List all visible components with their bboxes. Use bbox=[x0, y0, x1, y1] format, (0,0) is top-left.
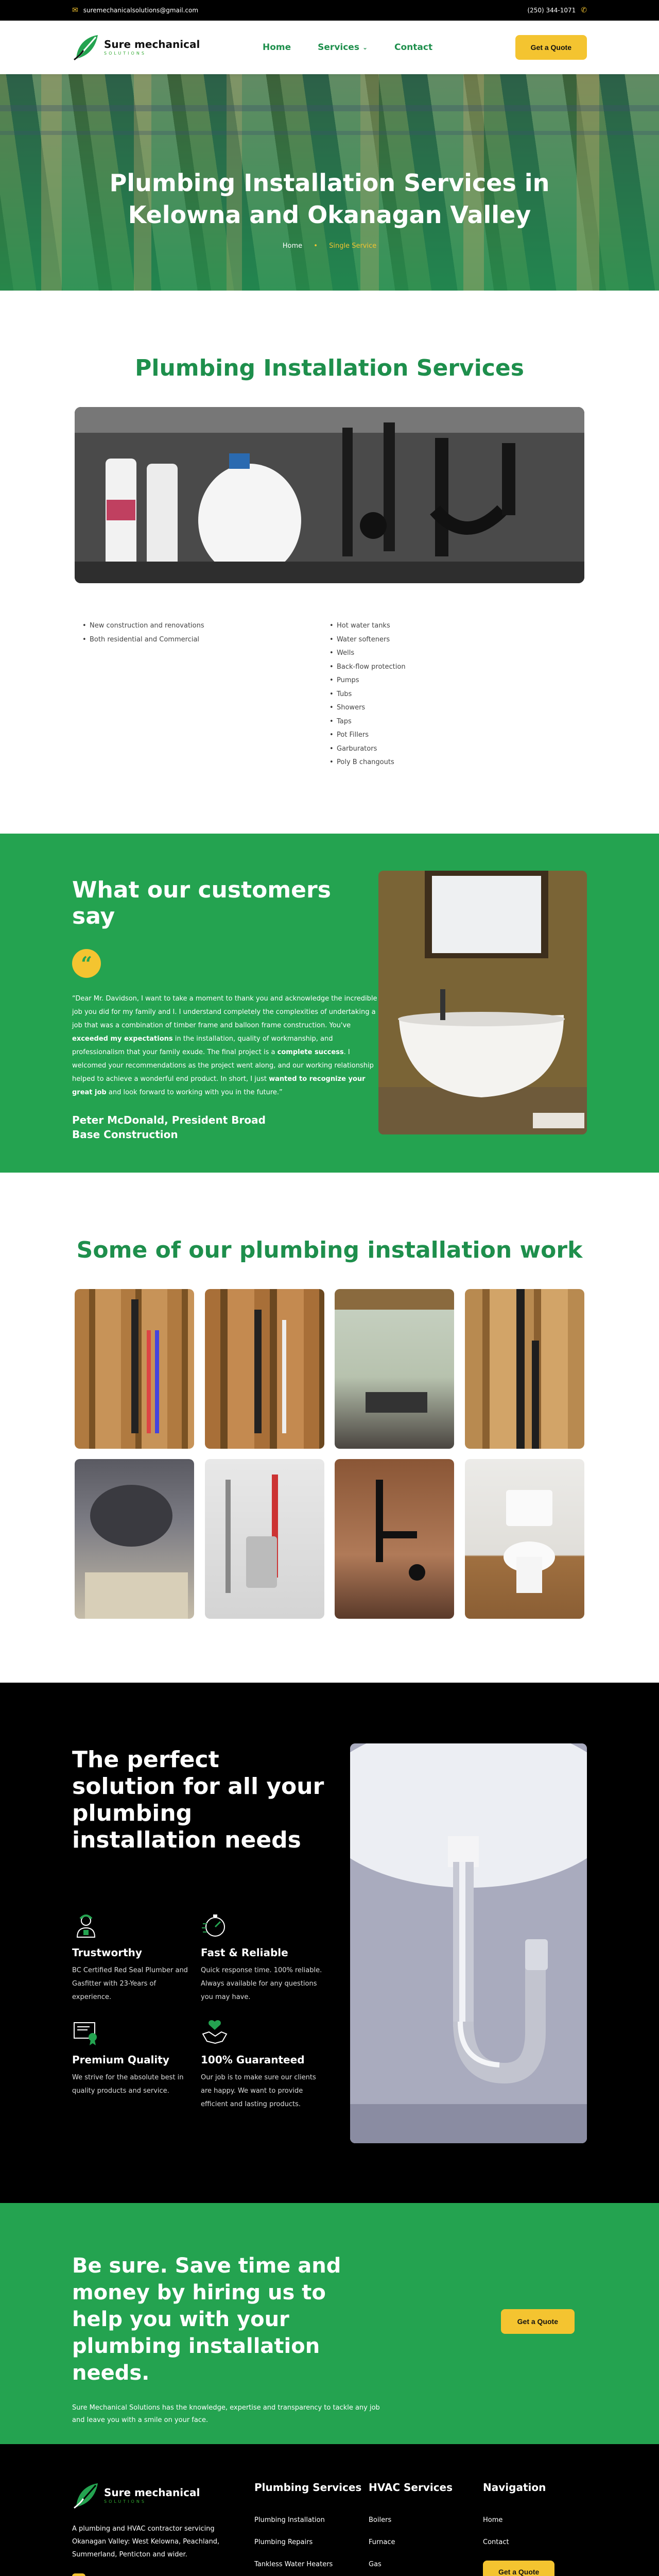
handshake-icon bbox=[201, 2019, 229, 2046]
testimonial-text-bold: complete success bbox=[277, 1048, 344, 1056]
testimonial-author: Peter McDonald, President Broad Base Construction bbox=[72, 1114, 266, 1141]
footer-logo-name: Sure mechanical bbox=[104, 2486, 200, 2499]
nav-services-label: Services bbox=[318, 42, 359, 53]
quote-icon: “ bbox=[72, 949, 101, 978]
gallery-image[interactable] bbox=[205, 1289, 324, 1449]
logo-leaf-icon bbox=[72, 33, 101, 62]
footer-hvac-column bbox=[369, 2481, 483, 2576]
nav-contact[interactable] bbox=[394, 42, 432, 53]
gallery-title: Some of our plumbing installation work bbox=[76, 1237, 583, 1263]
phone-icon: ✆ bbox=[581, 6, 587, 14]
testimonial-title: What our customers say bbox=[72, 877, 331, 929]
logo[interactable] bbox=[72, 33, 242, 62]
services-lists bbox=[82, 619, 577, 770]
services-list-left bbox=[82, 619, 330, 770]
feature-premium-quality bbox=[72, 2019, 196, 2111]
list-item: • Pot Fillers bbox=[330, 728, 577, 742]
footer-link[interactable]: Home bbox=[483, 2516, 503, 2524]
topbar-phone-text: (250) 344-1071 bbox=[527, 7, 576, 14]
topbar-email[interactable] bbox=[72, 6, 198, 14]
footer-col-title: Plumbing Services bbox=[254, 2481, 362, 2494]
toilet-image bbox=[465, 1459, 584, 1619]
list-item: • Back-flow protection bbox=[330, 660, 577, 674]
chrome-p-trap-image bbox=[350, 1743, 587, 2143]
mail-icon: ✉ bbox=[72, 6, 78, 14]
gallery-grid bbox=[75, 1289, 584, 1619]
testimonial-text bbox=[72, 992, 378, 1099]
feature-trustworthy bbox=[72, 1911, 196, 2004]
list-item: • Poly B changouts bbox=[330, 756, 577, 770]
footer-link[interactable]: Tankless Water Heaters bbox=[254, 2561, 333, 2568]
breadcrumb-home[interactable]: Home bbox=[282, 242, 303, 250]
bathtub-image bbox=[378, 871, 587, 1134]
list-item: • Hot water tanks bbox=[330, 619, 577, 633]
testimonial-text-bold: exceeded my expectations bbox=[72, 1035, 173, 1043]
feature-title: 100% Guaranteed bbox=[201, 2054, 305, 2066]
feature-text: Our job is to make sure our clients are happy. We want to provide efficient and lasting products. bbox=[201, 2074, 316, 2108]
features-grid bbox=[72, 1911, 330, 2111]
services-list-right bbox=[330, 619, 577, 770]
footer-address-text bbox=[95, 2573, 208, 2576]
services-section bbox=[0, 291, 659, 834]
footer-get-quote-button[interactable]: Get a Quote bbox=[483, 2561, 554, 2576]
list-item: • Taps bbox=[330, 715, 577, 729]
gallery-image[interactable] bbox=[205, 1459, 324, 1619]
breadcrumb bbox=[0, 242, 659, 250]
cta-get-quote-button[interactable]: Get a Quote bbox=[501, 2309, 575, 2334]
topbar bbox=[0, 0, 659, 21]
footer-plumbing-column bbox=[254, 2481, 369, 2576]
footer-logo-tagline: SOLUTIONS bbox=[104, 2499, 146, 2504]
logo-leaf-icon bbox=[72, 2481, 101, 2510]
p-trap-photo bbox=[350, 1743, 587, 2143]
drain-pipes-image bbox=[465, 1289, 584, 1449]
cta-title: Be sure. Save time and money by hiring us to help you with your plumbing installation needs. bbox=[72, 2254, 341, 2385]
gallery-image[interactable] bbox=[335, 1459, 454, 1619]
nav-home-label: Home bbox=[263, 42, 291, 53]
feature-text: We strive for the absolute best in quality products and service. bbox=[72, 2074, 184, 2095]
topbar-phone[interactable] bbox=[527, 6, 587, 14]
footer-link[interactable]: Boilers bbox=[369, 2516, 392, 2524]
cta-section bbox=[0, 2203, 659, 2444]
main-nav bbox=[263, 42, 432, 53]
gallery-image[interactable] bbox=[465, 1459, 584, 1619]
list-item: • Wells bbox=[330, 647, 577, 660]
hero-banner bbox=[0, 74, 659, 291]
services-title: Plumbing Installation Services bbox=[135, 355, 524, 381]
footer-logo[interactable] bbox=[72, 2481, 242, 2510]
feature-fast-reliable bbox=[201, 1911, 324, 2004]
stopwatch-icon bbox=[201, 1911, 229, 1939]
footer-link[interactable]: Gas bbox=[369, 2561, 381, 2568]
feature-title: Trustworthy bbox=[72, 1946, 142, 1959]
bathtub-photo bbox=[378, 871, 587, 1134]
nav-home[interactable] bbox=[263, 42, 291, 53]
shower-valve-image bbox=[335, 1459, 454, 1619]
services-photo bbox=[75, 407, 584, 583]
chevron-down-icon: ⌄ bbox=[362, 44, 368, 51]
testimonial-text-part: . I welcomed your recommendations as the project went along, and our working relationship helped to achieve a wonderful end product. In short, I just bbox=[72, 1048, 374, 1083]
perfect-title: The perfect solution for all your plumbing installation needs bbox=[72, 1747, 324, 1853]
footer-link[interactable]: Plumbing Installation bbox=[254, 2516, 325, 2524]
logo-name: Sure mechanical bbox=[104, 38, 200, 50]
cta-text: Sure Mechanical Solutions has the knowledge, expertise and transparency to tackle any job and leave you with a smile on your face. bbox=[72, 2404, 380, 2424]
footer-col-title: Navigation bbox=[483, 2481, 546, 2494]
gallery-image[interactable] bbox=[75, 1289, 194, 1449]
testimonial-text-part: “Dear Mr. Davidson, I want to take a moment to thank you and acknowledge the incredible job you did for my family and I. I understand completely the complexities of undertaking a job that was a combination of timber frame and balloon frame construction. You've bbox=[72, 995, 377, 1029]
testimonial-text-part: in the installation, quality of workmanship, and professionalism that your family exude. The final project is a bbox=[72, 1035, 333, 1056]
feature-title: Premium Quality bbox=[72, 2054, 169, 2066]
list-item: • Both residential and Commercial bbox=[82, 633, 330, 647]
pipes-in-wall-image bbox=[205, 1289, 324, 1449]
gallery-image[interactable] bbox=[335, 1289, 454, 1449]
footer-link[interactable]: Furnace bbox=[369, 2538, 395, 2546]
page-title: Plumbing Installation Services in Kelowna and Okanagan Valley bbox=[109, 169, 550, 229]
worker-icon bbox=[72, 1911, 100, 1939]
nav-contact-label: Contact bbox=[394, 42, 433, 53]
list-item: • Showers bbox=[330, 701, 577, 715]
feature-text: Quick response time. 100% reliable. Always available for any questions you may have. bbox=[201, 1967, 322, 2001]
footer-link[interactable]: Contact bbox=[483, 2538, 509, 2546]
list-item: • Garburators bbox=[330, 742, 577, 756]
site-footer bbox=[0, 2444, 659, 2576]
get-quote-button[interactable]: Get a Quote bbox=[515, 35, 587, 60]
feature-text: BC Certified Red Seal Plumber and Gasfitter with 23-Years of experience. bbox=[72, 1967, 188, 2001]
testimonial-text-part: and look forward to working with you in the future.” bbox=[106, 1089, 283, 1096]
logo-tagline: SOLUTIONS bbox=[104, 51, 146, 56]
list-item: • Tubs bbox=[330, 688, 577, 702]
certificate-icon bbox=[72, 2019, 100, 2046]
list-item: • Water softeners bbox=[330, 633, 577, 647]
footer-navigation-column bbox=[483, 2481, 554, 2576]
ductwork-image bbox=[75, 1459, 194, 1619]
gallery-image[interactable] bbox=[465, 1289, 584, 1449]
feature-title: Fast & Reliable bbox=[201, 1946, 288, 1959]
breadcrumb-current: Single Service bbox=[329, 242, 377, 250]
footer-link[interactable]: Plumbing Repairs bbox=[254, 2538, 313, 2546]
gallery-section bbox=[0, 1173, 659, 1683]
footer-address bbox=[72, 2573, 254, 2576]
location-pin-icon bbox=[72, 2573, 85, 2576]
gallery-image[interactable] bbox=[75, 1459, 194, 1619]
list-item: • Pumps bbox=[330, 674, 577, 688]
footer-col-title: HVAC Services bbox=[369, 2481, 453, 2494]
pipes-in-wall-image bbox=[75, 1289, 194, 1449]
water-heater-pipes-image bbox=[205, 1459, 324, 1619]
perfect-solution-section bbox=[0, 1683, 659, 2203]
site-header bbox=[0, 21, 659, 74]
footer-about: A plumbing and HVAC contractor servicing Okanagan Valley: West Kelowna, Peachland, Summerland, Penticton and wider. bbox=[72, 2525, 220, 2558]
under-sink-pipes-image bbox=[75, 407, 584, 583]
testimonial-text-bold: wanted to recognize your great job bbox=[72, 1075, 366, 1096]
testimonial-section bbox=[0, 834, 659, 1173]
feature-guaranteed bbox=[201, 2019, 324, 2111]
topbar-email-text: suremechanicalsolutions@gmail.com bbox=[83, 7, 199, 14]
nav-services[interactable] bbox=[318, 42, 368, 53]
basement-room-image bbox=[335, 1289, 454, 1449]
breadcrumb-separator-icon: • bbox=[314, 242, 318, 250]
list-item: • New construction and renovations bbox=[82, 619, 330, 633]
